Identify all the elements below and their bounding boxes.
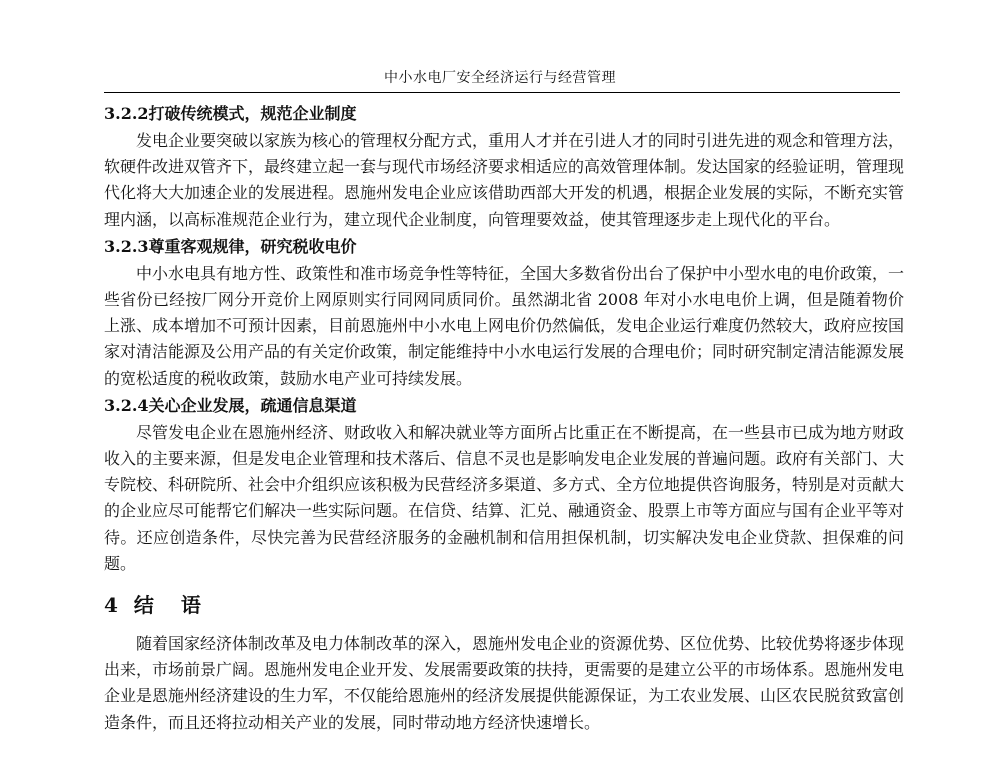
subsection-number: 3.2.2 xyxy=(104,104,149,123)
running-header: 中小水电厂安全经济运行与经营管理 xyxy=(384,70,616,86)
subsection-heading-3-2-2 xyxy=(104,100,904,128)
section-title: 结 语 xyxy=(133,593,211,618)
header-rule xyxy=(104,92,900,93)
conclusion-paragraph: 随着国家经济体制改革及电力体制改革的深入，恩施州发电企业的资源优势、区位优势、比较优势将逐步体现出来，市场前景广阔。恩施州发电企业开发、发展需要政策的扶持，更需要的是建立公平的市场体系。恩施州发电企业是恩施州经济建设的生力军，不仅能给恩施州的经济发展提供能源保证，为工农业发展、山区农民脱贫致富创造条件，而且还将拉动相关产业的发展，同时带动地方经济快速增长。 xyxy=(104,634,905,732)
section-heading-conclusion xyxy=(104,587,904,623)
section-number: 4 xyxy=(104,593,120,618)
subsection-title: 尊重客观规律，研究税收电价 xyxy=(148,236,357,256)
subsection-title: 打破传统模式，规范企业制度 xyxy=(148,104,357,123)
subsection-number: 3.2.4 xyxy=(104,395,149,415)
page-body xyxy=(104,100,904,736)
body-paragraph: 尽管发电企业在恩施州经济、财政收入和解决就业等方面所占比重正在不断提高，在一些县市已成为地方财政收入的主要来源，但是发电企业管理和技术落后、信息不灵也是影响发电企业发展的普遍问题。政府有关部门、大专院校、科研院所、社会中介组织应该积极为民营经济多渠道、多方式、全方位地提供咨询服务，特别是对贡献大的企业应尽可能帮它们解决一些实际问题。在信贷、结算、汇兑、融通资金、股票上市等方面应与国有企业平等对待。还应创造条件，尽快完善为民营经济服务的金融机制和信用担保机制，切实解决发电企业贷款、担保难的问题。 xyxy=(104,422,905,573)
subsection-number: 3.2.3 xyxy=(104,236,149,256)
body-paragraph: 发电企业要突破以家族为核心的管理权分配方式，重用人才并在引进人才的同时引进先进的观念和管理方法，软硬件改进双管齐下，最终建立起一套与现代市场经济要求相适应的高效管理体制。发达国家的经验证明，管理现代化将大大加速企业的发展进程。恩施州发电企业应该借助西部大开发的机遇，根据企业发展的实际，不断充实管理内涵，以高标准规范企业行为，建立现代企业制度，向管理要效益，使其管理逐步走上现代化的平台。 xyxy=(104,131,905,229)
body-paragraph: 中小水电具有地方性、政策性和准市场竞争性等特征，全国大多数省份出台了保护中小型水电的电价政策，一些省份已经按厂网分开竞价上网原则实行同网同质同价。虽然湖北省 2008 年对小水电电价上调，但是随着物价上涨、成本增加不可预计因素，目前恩施州中小水电上网电价仍然偏低，发电企业运行难度仍然较大，政府应按国家对清洁能源及公用产品的有关定价政策，制定能维持中小水电运行发展的合理电价；同时研究制定清洁能源发展的宽松适度的税收政策，鼓励水电产业可持续发展。 xyxy=(104,263,905,388)
subsection-heading-3-2-4 xyxy=(104,392,904,420)
subsection-heading-3-2-3 xyxy=(104,233,904,261)
subsection-title: 关心企业发展，疏通信息渠道 xyxy=(148,395,357,415)
